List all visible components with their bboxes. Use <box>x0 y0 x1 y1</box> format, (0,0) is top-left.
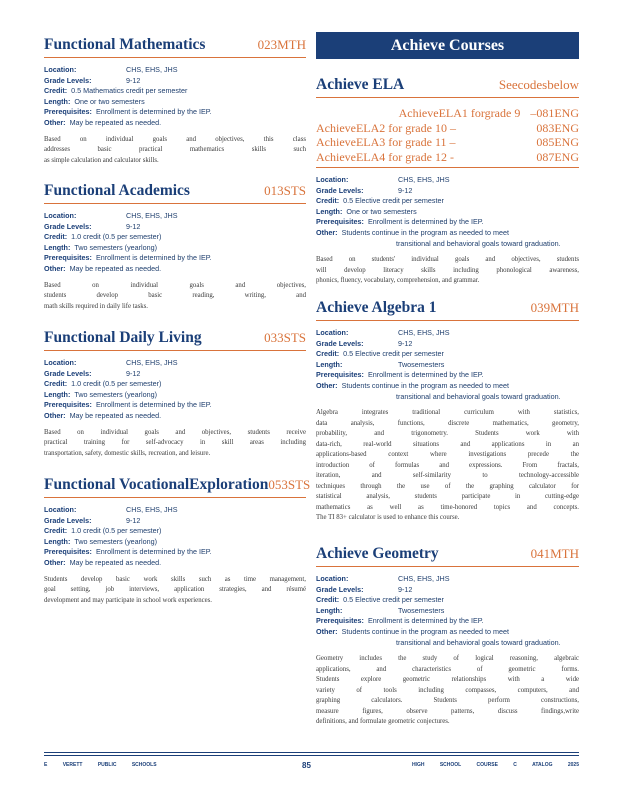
course-achieve-algebra-1 <box>316 299 579 524</box>
course-functional-vocational-exploration <box>44 476 311 606</box>
course-info: Location: CHS, EHS, JHS Grade Levels: 9-12 Credit: 0.5 Elective credit per semester Length: One or two semesters Prerequisites: Enrollment is determined by the IEP. Other: Students continue in the program as needed to meet transitional and behavioral goals toward graduation. <box>316 175 561 248</box>
course-code: Seecodesbelow <box>498 77 579 92</box>
ela-code-row: AchieveELA2 for grade 10 – 083ENG <box>316 120 579 135</box>
course-description: Students develop basic work skills such as time management, goal setting, job interviews, application strategies, and résumé development and may participate in school work experiences. <box>44 575 306 604</box>
course-description: Based on individual goals and objectives, students receive practical training for self-advocacy in skill areas including transportation, safety, domestic skills, recreation, and leisure. <box>44 428 306 457</box>
page-number: 85 <box>302 761 311 770</box>
course-description: Geometry includes the study of logical reasoning, algebraic applications, and characteristics of geometric forms. Students explore geometric relationships with a wide variety of tools including compasses, computers, and graphing calculators. Students perform constructions, measure figures, observe patterns, discuss findings,write definitions, and formulate geometric conjectures. <box>316 655 579 726</box>
course-title: Achieve Algebra 1 <box>316 299 437 316</box>
course-achieve-ela <box>316 76 579 287</box>
ela-code-row: AchieveELA4 for grade 12 - 087ENG <box>316 149 579 164</box>
course-description: Algebra integrates traditional curriculum with statistics, data analysis, functions, discrete mathematics, geometry, probability, and trigonometry. Students work with data-rich, real-world situations and applications in an applications-based context where investigations precede the introduction of formulas and expressions. From fractals, iteration, and self-similarity to technology-accessible techniques through the use of the graphing calculator for statistical analysis, students participate in cutting-edge mathematics as well as time-honored topics and concepts. The TI 83+ calculator is used to enhance this course. <box>316 409 579 522</box>
divider <box>316 167 579 168</box>
ela-code-list <box>316 106 579 168</box>
course-code: 041MTH <box>530 546 579 561</box>
course-code: 039MTH <box>530 300 579 315</box>
footer-rule <box>44 755 579 756</box>
footer-district: E VERETT PUBLIC SCHOOLS <box>44 762 157 768</box>
achieve-courses-banner: Achieve Courses <box>316 32 579 59</box>
course-title: Functional VocationalExploration <box>44 476 269 493</box>
course-info: Location: CHS, EHS, JHS Grade Levels: 9-12 Credit: 1.0 credit (0.5 per semester) Length: Two semesters (yearlong) Prerequisites: Enrollment is determined by the IEP. Other: May be repeated as needed. <box>44 505 212 567</box>
course-code: 033STS <box>264 330 306 345</box>
course-description: Based on individual goals and objectives, students develop basic reading, writing, and math skills required in daily life tasks. <box>44 281 306 310</box>
course-description: Based on students' individual goals and objectives, students will develop literacy skills including phonological awareness, phonics, fluency, vocabulary, comprehension, and grammar. <box>316 256 579 285</box>
footer-catalog: HIGH SCHOOL COURSE C ATALOG 2025 <box>411 762 579 768</box>
course-code: 013STS <box>264 183 306 198</box>
course-functional-academics <box>44 182 306 312</box>
course-functional-mathematics <box>44 36 306 166</box>
course-title: Functional Daily Living <box>44 329 202 346</box>
course-info: Location: CHS, EHS, JHS Grade Levels: 9-12 Credit: 0.5 Mathematics credit per semester Length: One or two semesters Prerequisites: Enrollment is determined by the IEP. Other: May be repeated as needed. <box>44 65 212 127</box>
course-title: Achieve Geometry <box>316 545 439 562</box>
course-code: 023MTH <box>257 37 306 52</box>
ela-code-row: AchieveELA3 for grade 11 – 085ENG <box>316 135 579 149</box>
course-info: Location: CHS, EHS, JHS Grade Levels: 9-12 Credit: 1.0 credit (0.5 per semester) Length: Two semesters (yearlong) Prerequisites: Enrollment is determined by the IEP. Other: May be repeated as needed. <box>44 358 212 420</box>
course-info: Location: CHS, EHS, JHS Grade Levels: 9-12 Credit: 1.0 credit (0.5 per semester) Length: Two semesters (yearlong) Prerequisites: Enrollment is determined by the IEP. Other: May be repeated as needed. <box>44 211 212 273</box>
ela-code-row: AchieveELA1 forgrade 9 –081ENG <box>398 106 579 120</box>
course-functional-daily-living <box>44 329 306 459</box>
course-code: 053STS <box>268 477 311 492</box>
course-info: Location: CHS, EHS, JHS Grade Levels: 9-12 Credit: 0.5 Elective credit per semester Length: Twosemesters Prerequisites: Enrollment is determined by the IEP. Other: Students continue in the program as needed to meet transitional and behavioral goals toward graduation. <box>316 574 561 647</box>
course-description: Based on individual goals and objectives, this class addresses basic practical mathematics skills such as simple calculation and calculator skills. <box>44 135 306 164</box>
course-title: Functional Academics <box>44 182 190 199</box>
footer-rule <box>44 752 579 753</box>
course-achieve-geometry <box>316 545 579 728</box>
course-info: Location: CHS, EHS, JHS Grade Levels: 9-12 Credit: 0.5 Elective credit per semester Length: Twosemesters Prerequisites: Enrollment is determined by the IEP. Other: Students continue in the program as needed to meet transitional and behavioral goals toward graduation. <box>316 328 561 401</box>
course-title: Achieve ELA <box>316 76 405 93</box>
course-title: Functional Mathematics <box>44 36 206 53</box>
